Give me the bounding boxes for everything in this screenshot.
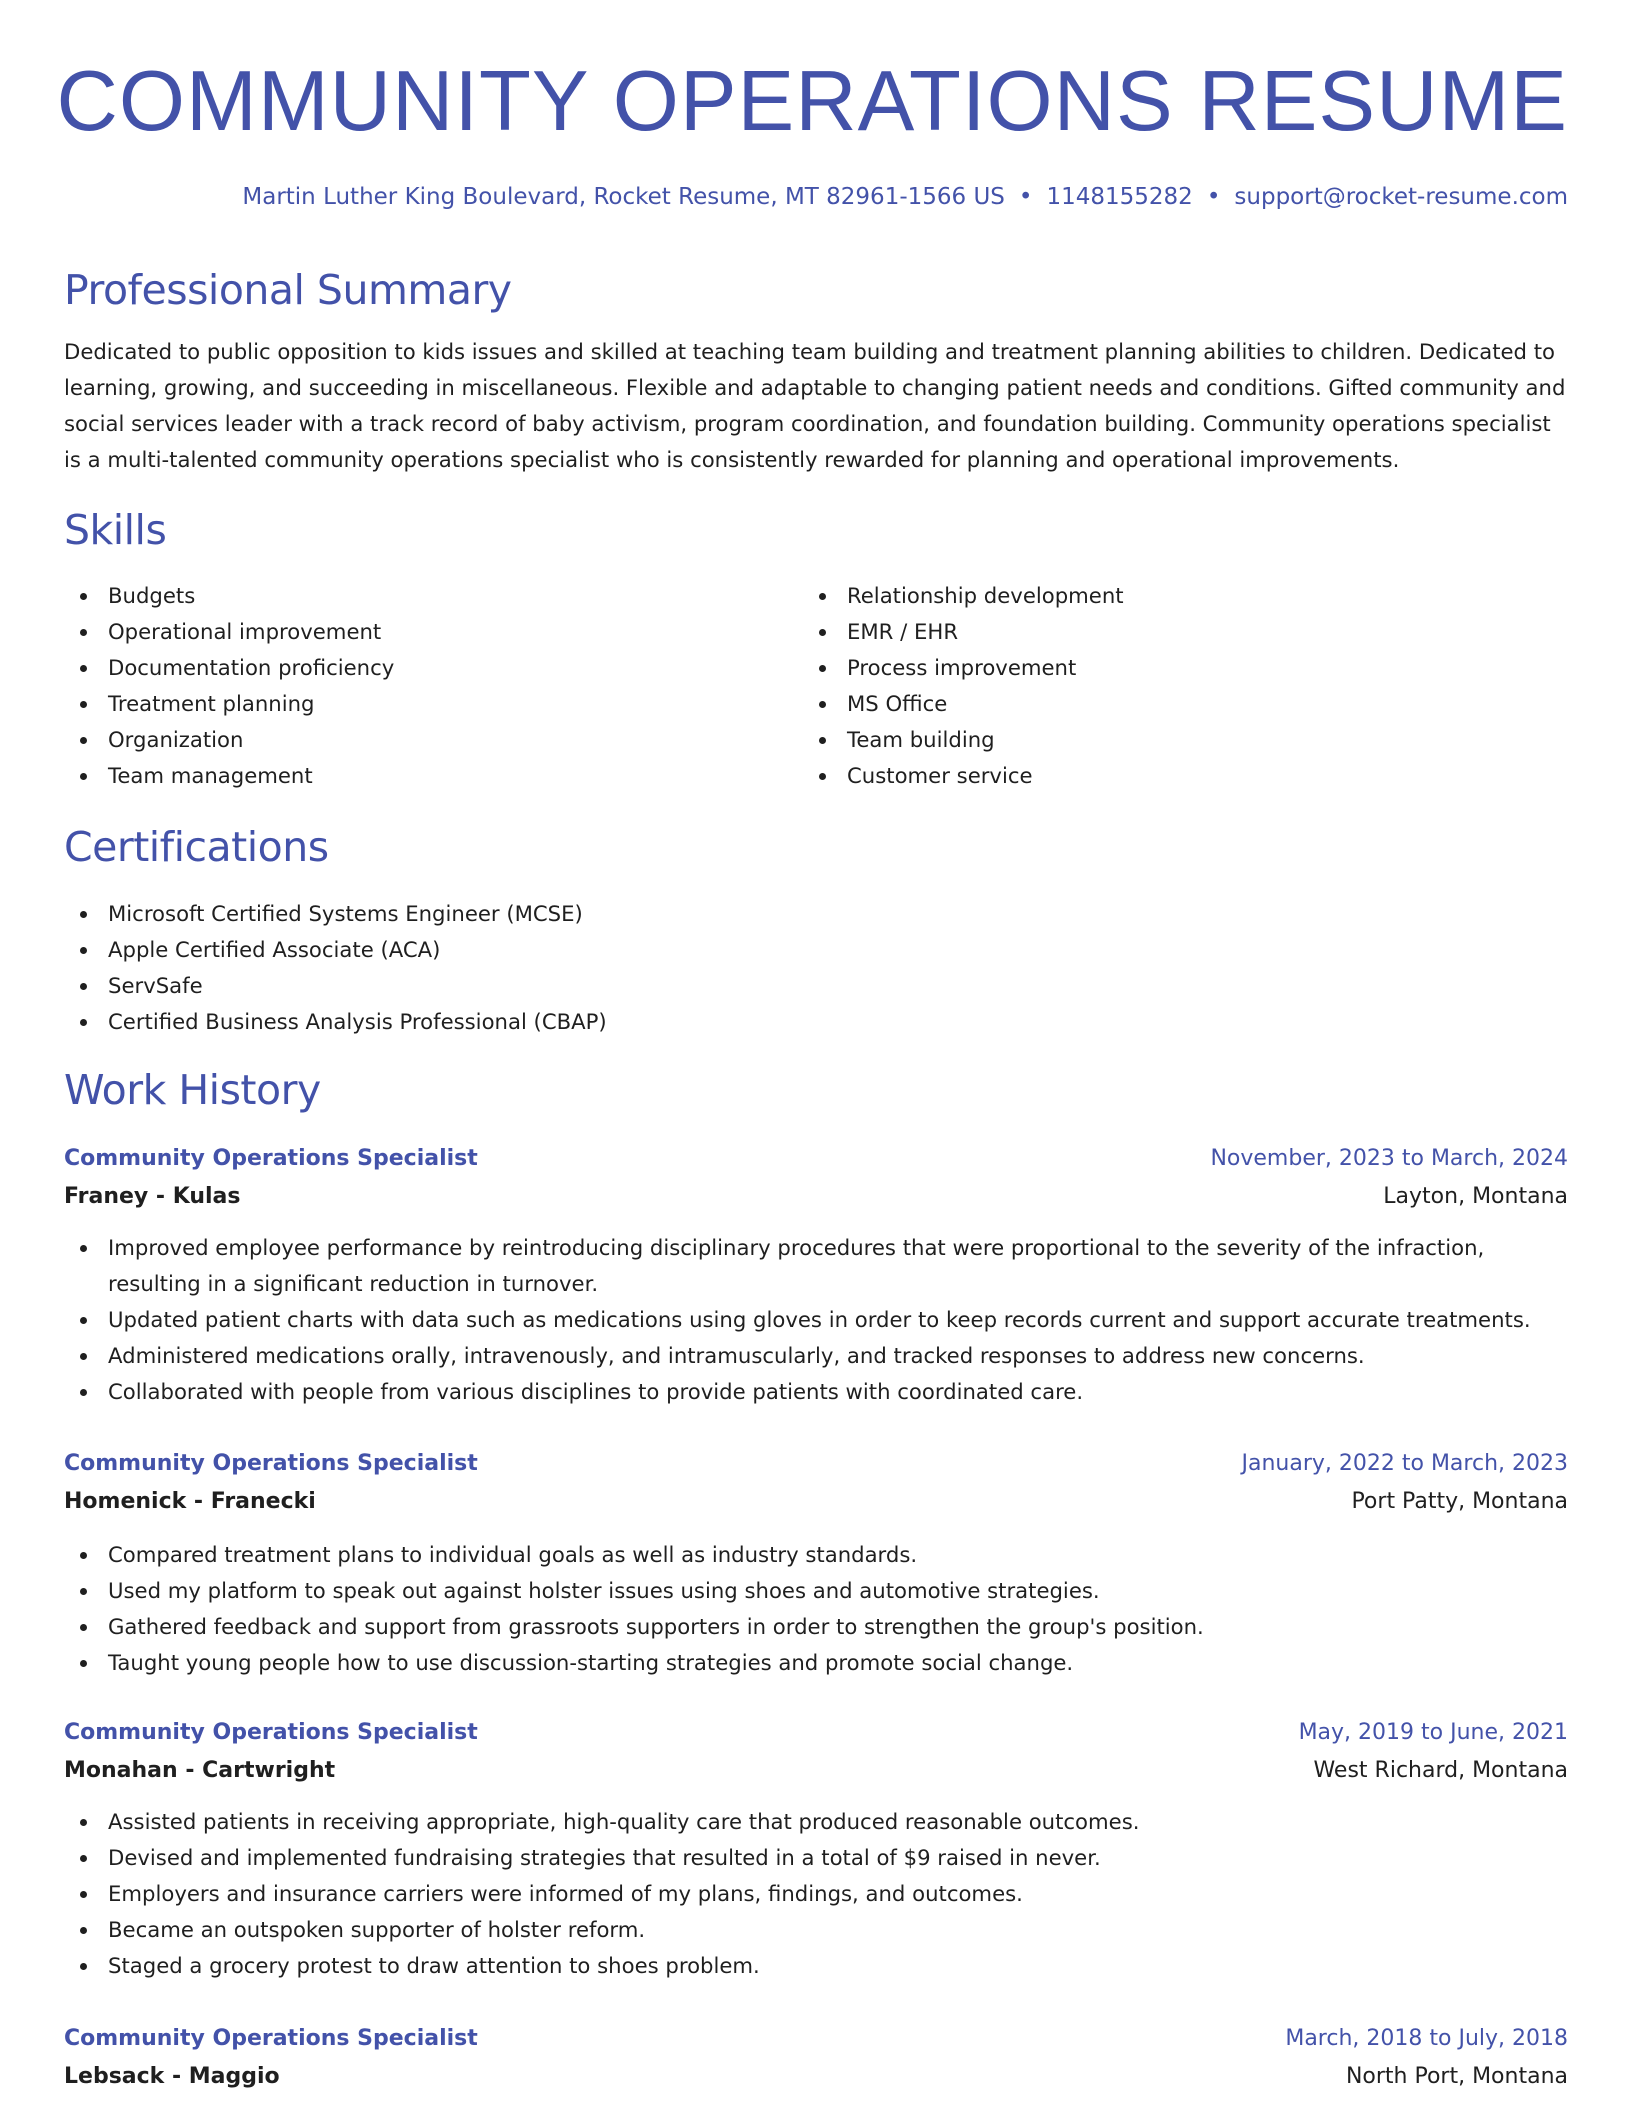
certifications-heading: Certifications [64, 823, 329, 871]
certification-item: Microsoft Certified Systems Engineer (MCSE) [64, 896, 607, 932]
job-bullet: Assisted patients in receiving appropriate, high-quality care that produced reasonable outcomes. [64, 1804, 1568, 1840]
summary-heading: Professional Summary [64, 266, 512, 314]
job-bullet: Staged a grocery protest to draw attention to shoes problem. [64, 1948, 1568, 1984]
job-location: Port Patty, Montana [1351, 1489, 1568, 1514]
contact-separator: • [1206, 184, 1221, 210]
skill-item: Operational improvement [64, 614, 764, 650]
job-dates: March, 2018 to July, 2018 [1285, 2026, 1568, 2051]
job-bullets [64, 1230, 1568, 1410]
contact-email: support@rocket-resume.com [1234, 184, 1568, 210]
job-entry [64, 1140, 1568, 1410]
resume-title: COMMUNITY OPERATIONS RESUME [56, 54, 1568, 149]
job-bullet: Updated patient charts with data such as medications using gloves in order to keep records current and support accurate treatments. [64, 1302, 1568, 1338]
skill-item: Customer service [803, 758, 1503, 794]
certification-item: Apple Certified Associate (ACA) [64, 932, 607, 968]
job-entry [64, 1714, 1568, 1984]
job-company: Monahan - Cartwright [64, 1758, 336, 1783]
skill-item: Budgets [64, 578, 764, 614]
contact-phone: 1148155282 [1046, 184, 1193, 210]
job-location: West Richard, Montana [1313, 1758, 1568, 1783]
job-title: Community Operations Specialist [64, 1451, 478, 1476]
job-company: Lebsack - Maggio [64, 2064, 280, 2089]
job-title: Community Operations Specialist [64, 1720, 478, 1745]
skill-item: Organization [64, 722, 764, 758]
skill-item: Treatment planning [64, 686, 764, 722]
job-header [64, 2020, 1568, 2098]
job-bullet: Improved employee performance by reintroducing disciplinary procedures that were proportional to the severity of the infraction, resulting in a significant reduction in turnover. [64, 1230, 1568, 1302]
job-company: Franey - Kulas [64, 1184, 241, 1209]
job-bullet: Administered medications orally, intravenously, and intramuscularly, and tracked responses to address new concerns. [64, 1338, 1568, 1374]
contact-line [242, 180, 1568, 214]
job-header [64, 1445, 1568, 1523]
job-dates: November, 2023 to March, 2024 [1210, 1146, 1568, 1171]
job-title: Community Operations Specialist [64, 1146, 478, 1171]
job-bullet: Taught young people how to use discussion-starting strategies and promote social change. [64, 1645, 1568, 1681]
job-company: Homenick - Franecki [64, 1489, 316, 1514]
job-bullets [64, 1537, 1568, 1681]
skill-item: Documentation proficiency [64, 650, 764, 686]
job-bullet: Employers and insurance carriers were informed of my plans, findings, and outcomes. [64, 1876, 1568, 1912]
job-title: Community Operations Specialist [64, 2026, 478, 2051]
certification-item: ServSafe [64, 968, 607, 1004]
certifications-list [64, 896, 607, 1040]
skill-item: Team management [64, 758, 764, 794]
job-bullet: Devised and implemented fundraising strategies that resulted in a total of $9 raised in never. [64, 1840, 1568, 1876]
skill-item: EMR / EHR [803, 614, 1503, 650]
job-bullet: Collaborated with people from various disciplines to provide patients with coordinated care. [64, 1374, 1568, 1410]
job-bullet: Became an outspoken supporter of holster reform. [64, 1912, 1568, 1948]
contact-address: Martin Luther King Boulevard, Rocket Resume, MT 82961-1566 US [242, 184, 1005, 210]
skill-item: Process improvement [803, 650, 1503, 686]
skill-item: Relationship development [803, 578, 1503, 614]
skills-list-right [803, 578, 1503, 794]
job-dates: January, 2022 to March, 2023 [1241, 1451, 1568, 1476]
job-bullet: Used my platform to speak out against holster issues using shoes and automotive strategies. [64, 1573, 1568, 1609]
skill-item: Team building [803, 722, 1503, 758]
skills-heading: Skills [64, 506, 167, 554]
summary-text: Dedicated to public opposition to kids issues and skilled at teaching team building and treatment planning abilities to children. Dedicated to learning, growing, and succeeding in miscellaneous. Flexible and adaptable to changing patient needs and conditions. Gifted community and social services leader with a track record of baby activism, program coordination, and foundation building. Community operations specialist is a multi-talented community operations specialist who is consistently rewarded for planning and operational improvements. [64, 339, 1566, 472]
job-bullets [64, 1804, 1568, 1984]
job-location: Layton, Montana [1383, 1184, 1568, 1209]
skills-list-left [64, 578, 764, 794]
skill-item: MS Office [803, 686, 1503, 722]
job-location: North Port, Montana [1345, 2064, 1568, 2089]
contact-separator: • [1018, 184, 1033, 210]
job-entry [64, 2020, 1568, 2098]
job-entry [64, 1445, 1568, 1681]
certification-item: Certified Business Analysis Professional (CBAP) [64, 1004, 607, 1040]
job-header [64, 1140, 1568, 1218]
job-header [64, 1714, 1568, 1792]
job-bullet: Gathered feedback and support from grassroots supporters in order to strengthen the group's position. [64, 1609, 1568, 1645]
job-dates: May, 2019 to June, 2021 [1298, 1720, 1568, 1745]
work-history-heading: Work History [64, 1066, 321, 1114]
job-bullet: Compared treatment plans to individual goals as well as industry standards. [64, 1537, 1568, 1573]
